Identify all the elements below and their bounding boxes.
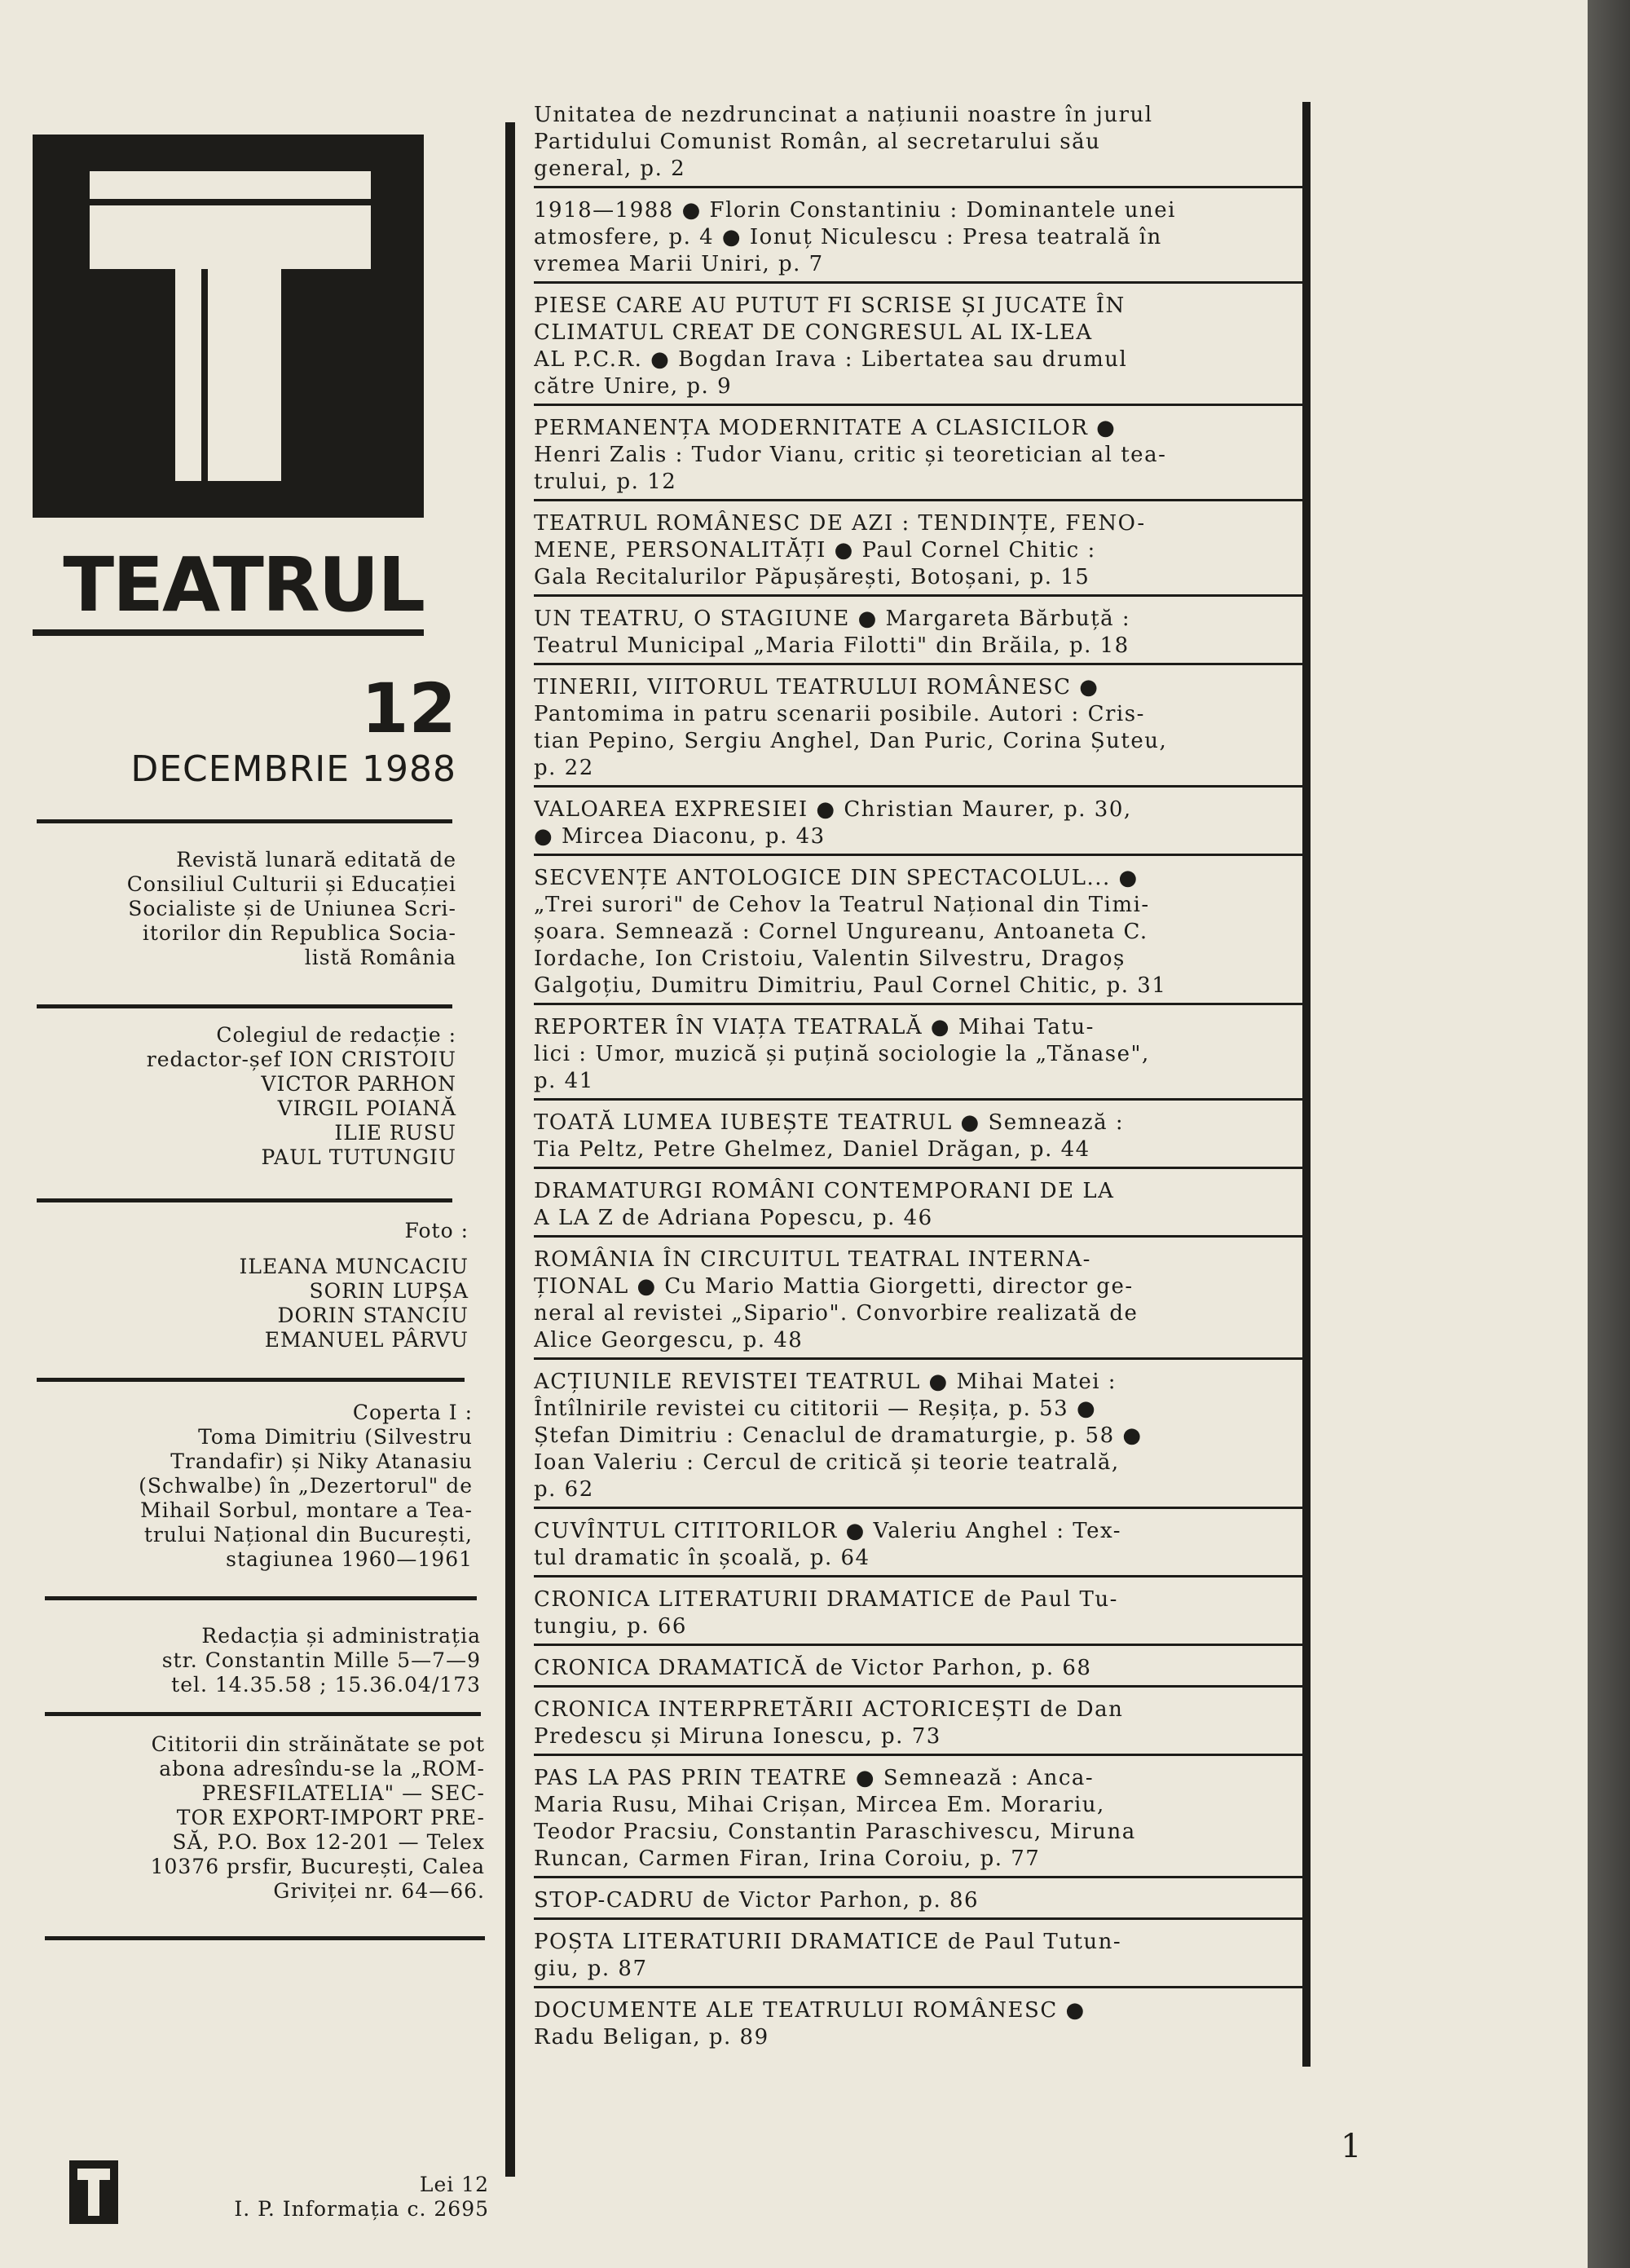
toc-entry <box>534 1929 1316 1983</box>
toc-entry <box>534 415 1316 496</box>
toc-entry <box>534 1247 1316 1354</box>
toc-line: STOP-CADRU de Victor Parhon, p. 86 <box>534 1888 980 1913</box>
logo-t-crossbar <box>90 171 371 269</box>
toc-line: Gala Recitalurilor Păpușărești, Botoșani, p. 15 <box>534 565 1090 589</box>
board-member: PAUL TUTUNGIU <box>261 1145 456 1169</box>
photographer: SORIN LUPȘA <box>309 1279 469 1303</box>
toc-entry <box>534 674 1316 782</box>
photo-title: Foto : <box>404 1219 469 1242</box>
toc-line: UN TEATRU, O STAGIUNE ● Margareta Bărbuță : <box>534 607 1131 631</box>
office-line: str. Constantin Mille 5—7—9 <box>161 1648 481 1672</box>
column-divider <box>505 122 515 2177</box>
publisher-line: listă România <box>304 946 456 969</box>
toc-line: atmosfere, p. 4 ● Ionuț Niculescu : Presa teatrală în <box>534 225 1162 249</box>
toc-line: Runcan, Carmen Firan, Irina Coroiu, p. 77 <box>534 1847 1041 1871</box>
toc-line: MENE, PERSONALITĂȚI ● Paul Cornel Chitic : <box>534 538 1096 563</box>
toc-line: TINERII, VIITORUL TEATRULUI ROMÂNESC ● <box>534 675 1099 699</box>
editorial-board <box>37 1023 456 1170</box>
divider-rule <box>37 1004 452 1008</box>
toc-entry <box>534 197 1316 278</box>
toc-entry <box>534 510 1316 591</box>
toc-line: Tia Peltz, Petre Ghelmez, Daniel Drăgan, p. 44 <box>534 1137 1090 1162</box>
toc-line: DRAMATURGI ROMÂNI CONTEMPORANI DE LA <box>534 1179 1115 1203</box>
board-title: Colegiul de redacție : <box>216 1023 456 1047</box>
toc-line: neral al revistei „Sipario". Convorbire realizată de <box>534 1301 1139 1326</box>
toc-line: SECVENȚE ANTOLOGICE DIN SPECTACOLUL... ● <box>534 866 1139 890</box>
logo-underline <box>33 629 424 636</box>
toc-entry <box>534 1014 1316 1095</box>
teatrul-logo-block <box>33 135 424 518</box>
divider-rule <box>37 1378 465 1382</box>
toc-entry <box>534 1887 1316 1914</box>
toc-separator <box>534 1235 1304 1238</box>
office-line: Redacția și administrația <box>201 1624 481 1648</box>
toc-line: către Unire, p. 9 <box>534 374 733 399</box>
divider-rule <box>45 1936 485 1940</box>
toc-entry <box>534 293 1316 400</box>
toc-line: 1918—1988 ● Florin Constantiniu : Dominantele unei <box>534 198 1176 223</box>
small-logo-icon <box>69 2160 118 2224</box>
toc-separator <box>534 1098 1304 1101</box>
toc-separator <box>534 1685 1304 1688</box>
toc-entry <box>534 1586 1316 1640</box>
toc-separator <box>534 1917 1304 1920</box>
toc-separator <box>534 499 1304 501</box>
toc-line: Partidului Comunist Român, al secretarului său <box>534 130 1101 154</box>
toc-line: p. 41 <box>534 1069 594 1093</box>
toc-line: șoara. Semnează : Cornel Ungureanu, Antoaneta C. <box>534 920 1148 944</box>
board-member: VICTOR PARHON <box>261 1072 456 1096</box>
toc-entry <box>534 796 1316 850</box>
photographer: ILEANA MUNCACIU <box>239 1255 469 1278</box>
toc-line: Unitatea de nezdruncinat a națiunii noastre în jurul <box>534 103 1153 127</box>
divider-rule <box>37 1198 452 1202</box>
toc-line: PAS LA PAS PRIN TEATRE ● Semnează : Anca- <box>534 1766 1095 1790</box>
cover-line: Toma Dimitriu (Silvestru <box>198 1425 473 1449</box>
toc-line: CUVÎNTUL CITITORILOR ● Valeriu Anghel : Tex- <box>534 1519 1121 1543</box>
toc-line: Teatrul Municipal „Maria Filotti" din Brăila, p. 18 <box>534 633 1130 658</box>
divider-rule <box>45 1712 481 1716</box>
toc-separator <box>534 1986 1304 1988</box>
board-member: ILIE RUSU <box>334 1121 456 1145</box>
toc-line: Henri Zalis : Tudor Vianu, critic și teoretician al tea- <box>534 443 1167 467</box>
subscription-line: SĂ, P.O. Box 12-201 — Telex <box>172 1830 485 1854</box>
cover-line: Coperta I : <box>352 1401 473 1424</box>
toc-line: Galgoțiu, Dumitru Dimitriu, Paul Cornel Chitic, p. 31 <box>534 973 1167 998</box>
toc-line: Iordache, Ion Cristoiu, Valentin Silvestru, Dragoș <box>534 946 1126 971</box>
toc-entry <box>534 606 1316 660</box>
toc-line: tungiu, p. 66 <box>534 1614 687 1639</box>
toc-separator <box>534 1507 1304 1509</box>
divider-rule <box>37 819 452 823</box>
toc-entry <box>534 1655 1316 1682</box>
subscription-line: PRESFILATELIA" — SEC- <box>201 1781 485 1805</box>
logo-wordmark: TEATRUL <box>63 541 424 629</box>
cover-line: (Schwalbe) în „Dezertorul" de <box>139 1474 473 1498</box>
toc-entry <box>534 1518 1316 1572</box>
cover-caption <box>45 1401 473 1572</box>
toc-line: Ștefan Dimitriu : Cenaclul de dramaturgie, p. 58 ● <box>534 1423 1143 1448</box>
toc-entry <box>534 102 1316 183</box>
toc-separator <box>534 854 1304 856</box>
cover-line: Trandafir) și Niky Atanasiu <box>170 1449 473 1473</box>
toc-line: A LA Z de Adriana Popescu, p. 46 <box>534 1206 933 1230</box>
toc-line: POȘTA LITERATURII DRAMATICE de Paul Tutun- <box>534 1930 1122 1954</box>
toc-line: trului, p. 12 <box>534 470 677 494</box>
logo-t-stem <box>175 269 281 481</box>
issue-date: DECEMBRIE 1988 <box>130 748 456 790</box>
office-address <box>45 1624 481 1697</box>
divider-rule <box>45 1596 477 1600</box>
photographer: DORIN STANCIU <box>277 1304 469 1327</box>
toc-line: vremea Marii Uniri, p. 7 <box>534 252 824 276</box>
toc-separator <box>534 1754 1304 1756</box>
toc-entry <box>534 865 1316 999</box>
toc-line: tul dramatic în școală, p. 64 <box>534 1546 870 1570</box>
toc-line: Radu Beligan, p. 89 <box>534 2025 769 2050</box>
toc-line: DOCUMENTE ALE TEATRULUI ROMÂNESC ● <box>534 1998 1086 2023</box>
toc-line: TOATĂ LUMEA IUBEȘTE TEATRUL ● Semnează : <box>534 1110 1125 1135</box>
toc-line: p. 62 <box>534 1477 594 1502</box>
toc-separator <box>534 663 1304 665</box>
cover-line: trului Național din București, <box>143 1523 473 1547</box>
page-number: 1 <box>1341 2128 1362 2165</box>
toc-line: REPORTER ÎN VIAȚA TEATRALĂ ● Mihai Tatu- <box>534 1015 1095 1039</box>
toc-separator <box>534 1876 1304 1878</box>
cover-line: Mihail Sorbul, montare a Tea- <box>140 1498 473 1522</box>
toc-separator <box>534 281 1304 284</box>
toc-separator <box>534 1644 1304 1646</box>
toc-line: „Trei surori" de Cehov la Teatrul Național din Timi- <box>534 893 1150 917</box>
photo-credits <box>37 1219 469 1352</box>
toc-separator <box>534 785 1304 788</box>
toc-entry <box>534 1178 1316 1232</box>
publisher-line: Socialiste și de Uniunea Scri- <box>128 897 456 920</box>
toc-line: Ioan Valeriu : Cercul de critică și teorie teatrală, <box>534 1450 1120 1475</box>
printer: I. P. Informația c. 2695 <box>234 2197 489 2221</box>
background-fold <box>1588 0 1630 2268</box>
issue-number: 12 <box>361 668 456 748</box>
toc-line: Întîlnirile revistei cu cititorii — Reșița, p. 53 ● <box>534 1397 1097 1421</box>
cover-line: stagiunea 1960—1961 <box>226 1547 473 1571</box>
toc-separator <box>534 594 1304 597</box>
subscription-line: abona adresîndu-se la „ROM- <box>159 1757 485 1780</box>
toc-separator <box>534 1357 1304 1360</box>
toc-line: general, p. 2 <box>534 157 686 181</box>
toc-line: VALOAREA EXPRESIEI ● Christian Maurer, p. 30, <box>534 797 1132 822</box>
toc-line: ȚIONAL ● Cu Mario Mattia Giorgetti, director ge- <box>534 1274 1134 1299</box>
photographer: EMANUEL PÂRVU <box>264 1328 469 1352</box>
toc-line: tian Pepino, Sergiu Anghel, Dan Puric, Corina Șuteu, <box>534 729 1168 753</box>
toc-line: PIESE CARE AU PUTUT FI SCRISE ȘI JUCATE ÎN <box>534 293 1126 318</box>
publisher-info <box>37 848 456 970</box>
toc-separator <box>534 186 1304 188</box>
board-member: VIRGIL POIANĂ <box>277 1096 456 1120</box>
toc-entry <box>534 1110 1316 1163</box>
toc-line: Alice Georgescu, p. 48 <box>534 1328 804 1352</box>
toc-line: giu, p. 87 <box>534 1957 648 1981</box>
toc-line: Predescu și Miruna Ionescu, p. 73 <box>534 1724 941 1749</box>
toc-entry <box>534 1765 1316 1873</box>
toc-separator <box>534 1575 1304 1577</box>
toc-separator <box>534 404 1304 406</box>
editor-in-chief: redactor-șef ION CRISTOIU <box>146 1048 456 1071</box>
toc-line: CRONICA DRAMATICĂ de Victor Parhon, p. 68 <box>534 1656 1092 1680</box>
toc-line: ● Mircea Diaconu, p. 43 <box>534 824 826 849</box>
publisher-line: Consiliul Culturii și Educației <box>126 872 456 896</box>
toc-line: CLIMATUL CREAT DE CONGRESUL AL IX-LEA <box>534 320 1093 345</box>
toc-line: PERMANENȚA MODERNITATE A CLASICILOR ● <box>534 416 1117 440</box>
toc-line: Pantomima in patru scenarii posibile. Autori : Cris- <box>534 702 1145 726</box>
toc-line: TEATRUL ROMÂNESC DE AZI : TENDINȚE, FENO- <box>534 511 1146 536</box>
subscription-line: 10376 prsfir, București, Calea <box>150 1855 485 1878</box>
toc-line: CRONICA LITERATURII DRAMATICE de Paul Tu- <box>534 1587 1118 1612</box>
price-and-printer <box>139 2173 489 2222</box>
price: Lei 12 <box>419 2173 489 2196</box>
toc-line: Maria Rusu, Mihai Crișan, Mircea Em. Morariu, <box>534 1793 1105 1817</box>
office-line: tel. 14.35.58 ; 15.36.04/173 <box>171 1673 481 1697</box>
foreign-subscriptions <box>45 1732 485 1904</box>
toc-line: p. 22 <box>534 756 594 780</box>
toc-line: CRONICA INTERPRETĂRII ACTORICEȘTI de Dan <box>534 1697 1124 1722</box>
toc-line: Teodor Pracsiu, Constantin Paraschivescu, Miruna <box>534 1820 1136 1844</box>
toc-line: ROMÂNIA ÎN CIRCUITUL TEATRAL INTERNA- <box>534 1247 1091 1272</box>
publisher-line: Revistă lunară editată de <box>176 848 456 871</box>
toc-separator <box>534 1003 1304 1005</box>
toc-entry <box>534 1369 1316 1503</box>
toc-line: AL P.C.R. ● Bogdan Irava : Libertatea sau drumul <box>534 347 1128 372</box>
subscription-line: TOR EXPORT-IMPORT PRE- <box>176 1806 485 1829</box>
toc-entry <box>534 1697 1316 1750</box>
subscription-line: Griviței nr. 64—66. <box>273 1879 485 1903</box>
toc-separator <box>534 1167 1304 1169</box>
toc-line: lici : Umor, muzică și puțină sociologie la „Tănase", <box>534 1042 1150 1066</box>
toc-entry <box>534 1997 1316 2051</box>
publisher-line: itorilor din Republica Socia- <box>142 921 456 945</box>
subscription-line: Cititorii din străinătate se pot <box>151 1732 485 1756</box>
toc-line: ACȚIUNILE REVISTEI TEATRUL ● Mihai Matei : <box>534 1370 1117 1394</box>
